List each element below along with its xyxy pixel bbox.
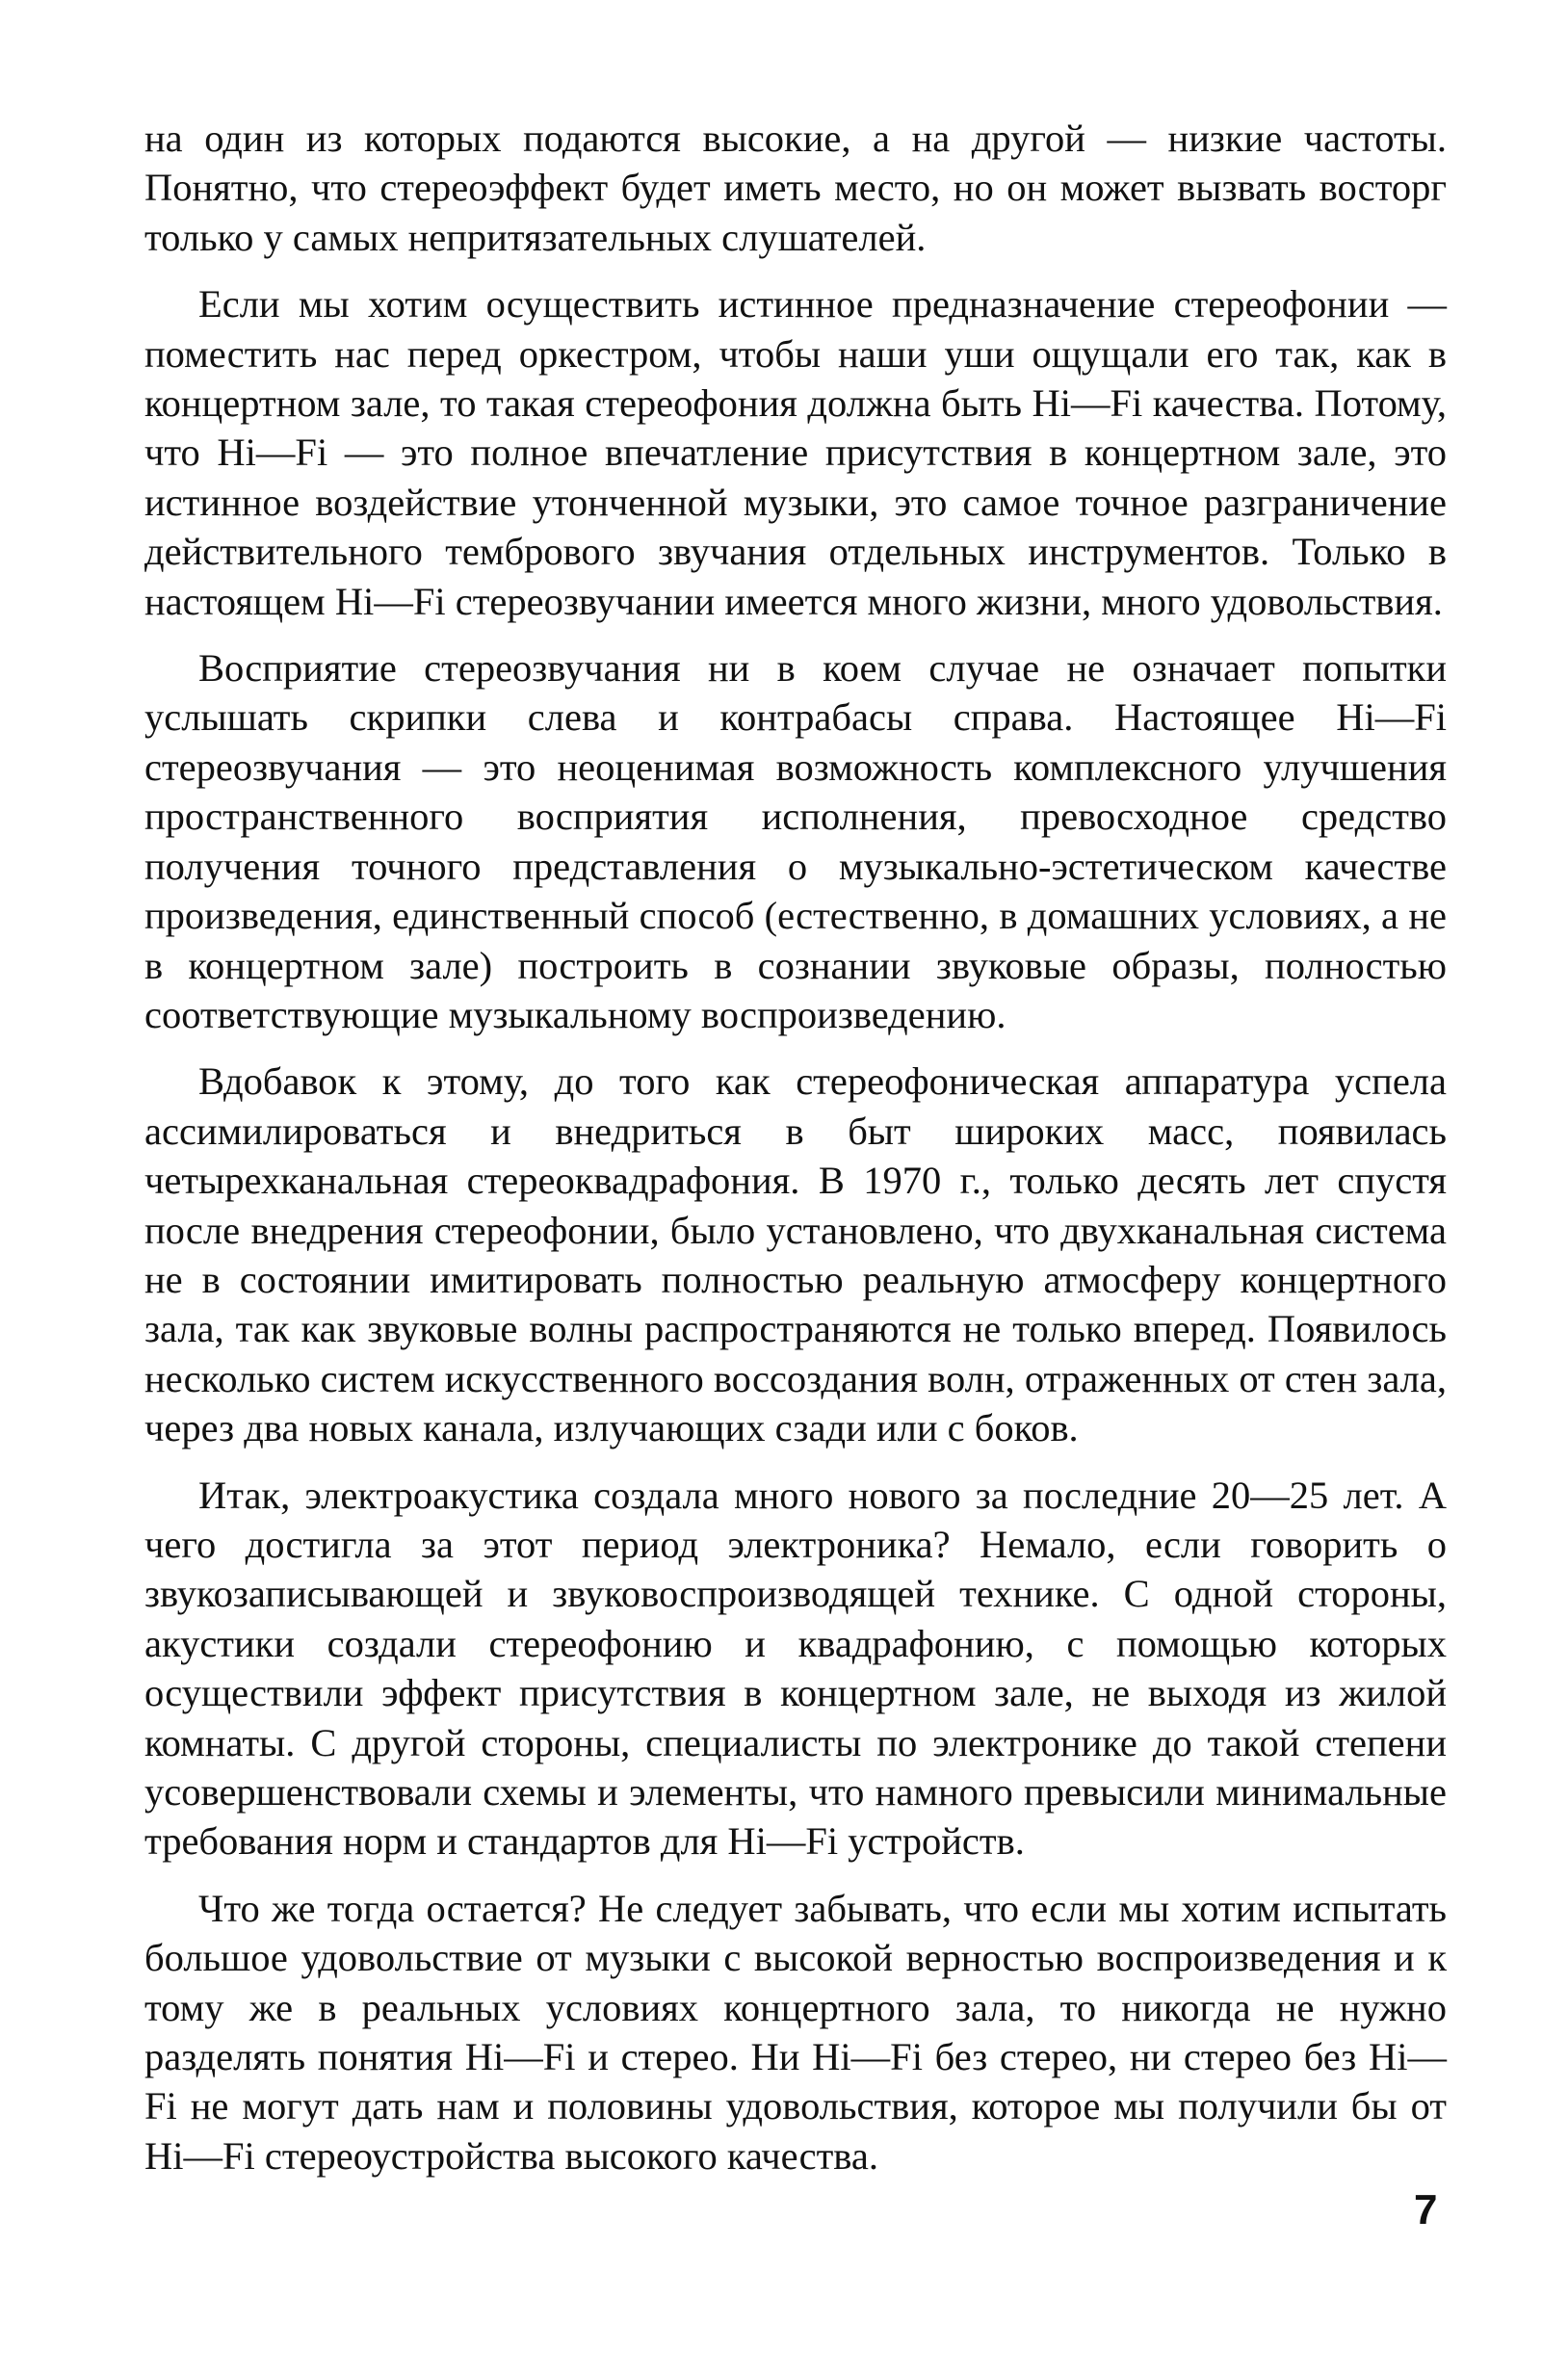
paragraph: Что же тогда остается? Не следует забывать, что если мы хотим испытать большое удовольствие от музыки с высокой верностью воспроизведения и к тому же в реальных условиях концертного зала, то никогда не нужно разделять понятия Hi—Fi и стерео. Ни Hi—Fi без стерео, ни стерео без Hi—Fi не могут дать нам и половины удовольствия, которое мы получили бы от Hi—Fi стереоустройства высокого качества. [144, 1886, 1447, 2178]
paragraph: Если мы хотим осуществить истинное предназначение стереофонии — поместить нас перед оркестром, чтобы наши уши ощущали его так, как в концертном зале, то такая стереофония должна быть Hi—Fi качества. Потому, что Hi—Fi — это полное впечатление присутствия в концертном зале, это истинное воздействие утонченной музыки, это самое точное разграничение действительного тембрового звучания отдельных инструментов. Только в настоящем Hi—Fi стереозвучании имеется много жизни, много удовольствия. [144, 282, 1447, 623]
body-text [144, 114, 1447, 2198]
page-number: 7 [1414, 2186, 1438, 2233]
paragraph: Вдобавок к этому, до того как стереофоническая аппаратура успела ассимилироваться и внедриться в быт широких масс, появилась четырехканальная стереоквадрафония. В 1970 г., только десять лет спустя после внедрения стереофонии, было установлено, что двухканальная система не в состоянии имитировать полностью реальную атмосферу концертного зала, так как звуковые волны распространяются не только вперед. Появилось несколько систем искусственного воссоздания волн, отраженных от стен зала, через два новых канала, излучающих сзади или с боков. [144, 1059, 1447, 1450]
paragraph: на один из которых подаются высокие, а на другой — низкие частоты. Понятно, что стереоэффект будет иметь место, но он может вызвать восторг только у самых непритязательных слушателей. [144, 117, 1447, 259]
paragraph: Восприятие стереозвучания ни в коем случае не означает попытки услышать скрипки слева и контрабасы справа. Настоящее Hi—Fi стереозвучания — это неоценимая возможность комплексного улучшения пространственного восприятия исполнения, превосходное средство получения точного представления о музыкально-эстетическом качестве произведения, единственный способ (естественно, в домашних условиях, а не в концертном зале) построить в сознании звуковые образы, полностью соответствующие музыкальному воспроизведению. [144, 646, 1447, 1036]
paragraph: Итак, электроакустика создала много нового за последние 20—25 лет. А чего достигла за этот период электроника? Немало, если говорить о звукозаписывающей и звуковоспроизводящей технике. С одной стороны, акустики создали стереофонию и квадрафонию, с помощью которых осуществили эффект присутствия в концертном зале, не выходя из жилой комнаты. С другой стороны, специалисты по электронике до такой степени усовершенствовали схемы и элементы, что намного превысили минимальные требования норм и стандартов для Hi—Fi устройств. [144, 1473, 1447, 1864]
